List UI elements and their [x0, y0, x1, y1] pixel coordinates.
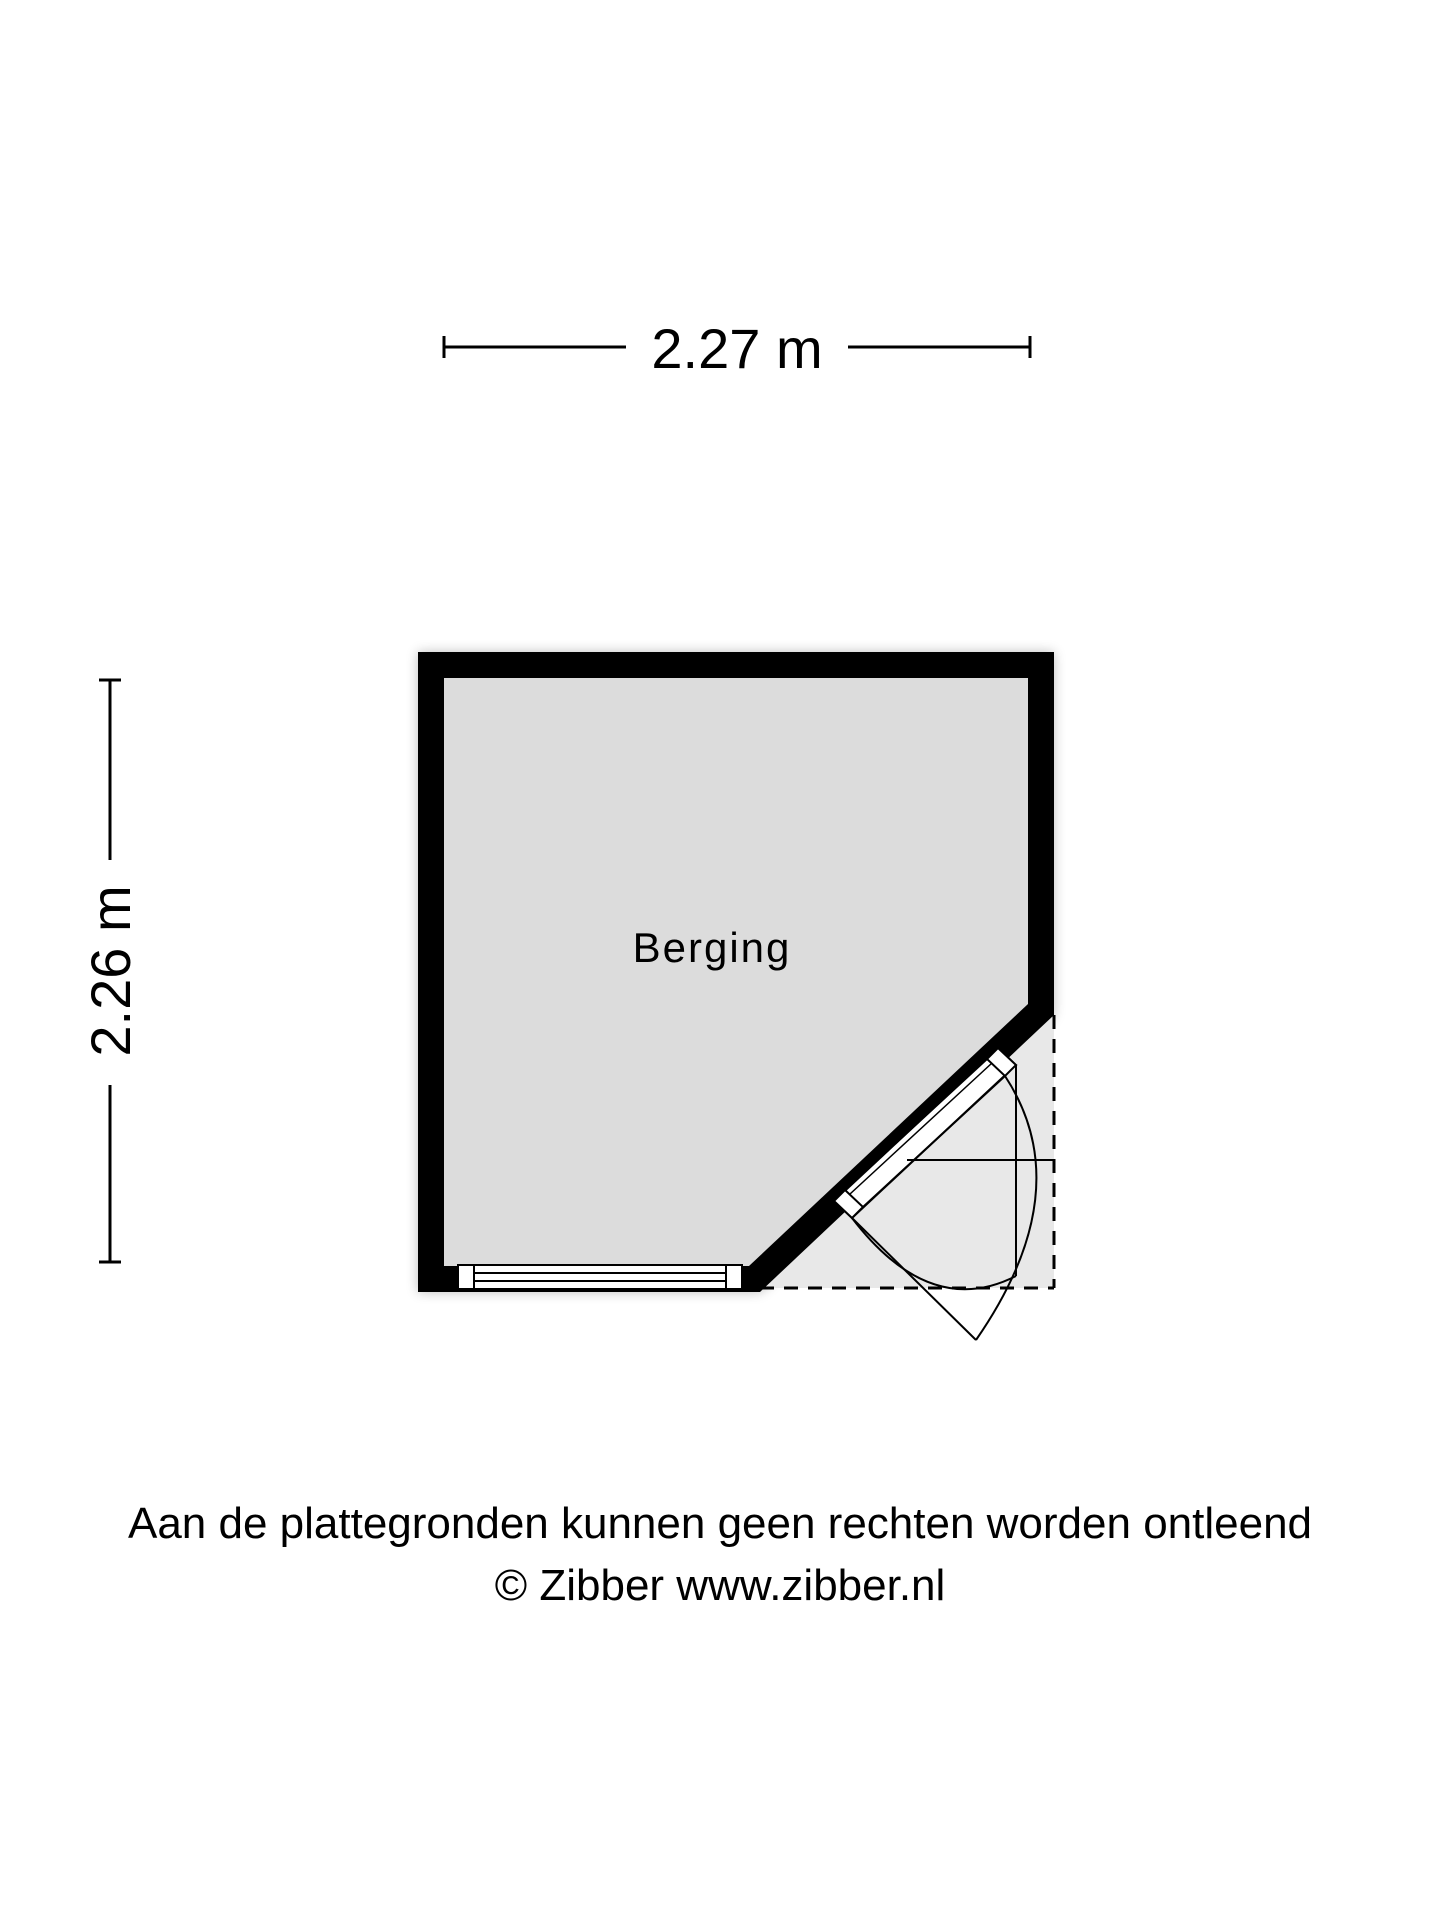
width-label: 2.27 m [651, 317, 823, 380]
width-dimension [444, 317, 1030, 380]
room-label: Berging [632, 924, 792, 971]
copyright-text: © Zibber www.zibber.nl [494, 1561, 946, 1610]
height-label: 2.26 m [79, 885, 142, 1057]
disclaimer-text: Aan de plattegronden kunnen geen rechten worden ontleend [127, 1499, 1313, 1548]
height-dimension [79, 680, 142, 1262]
window [458, 1265, 742, 1289]
